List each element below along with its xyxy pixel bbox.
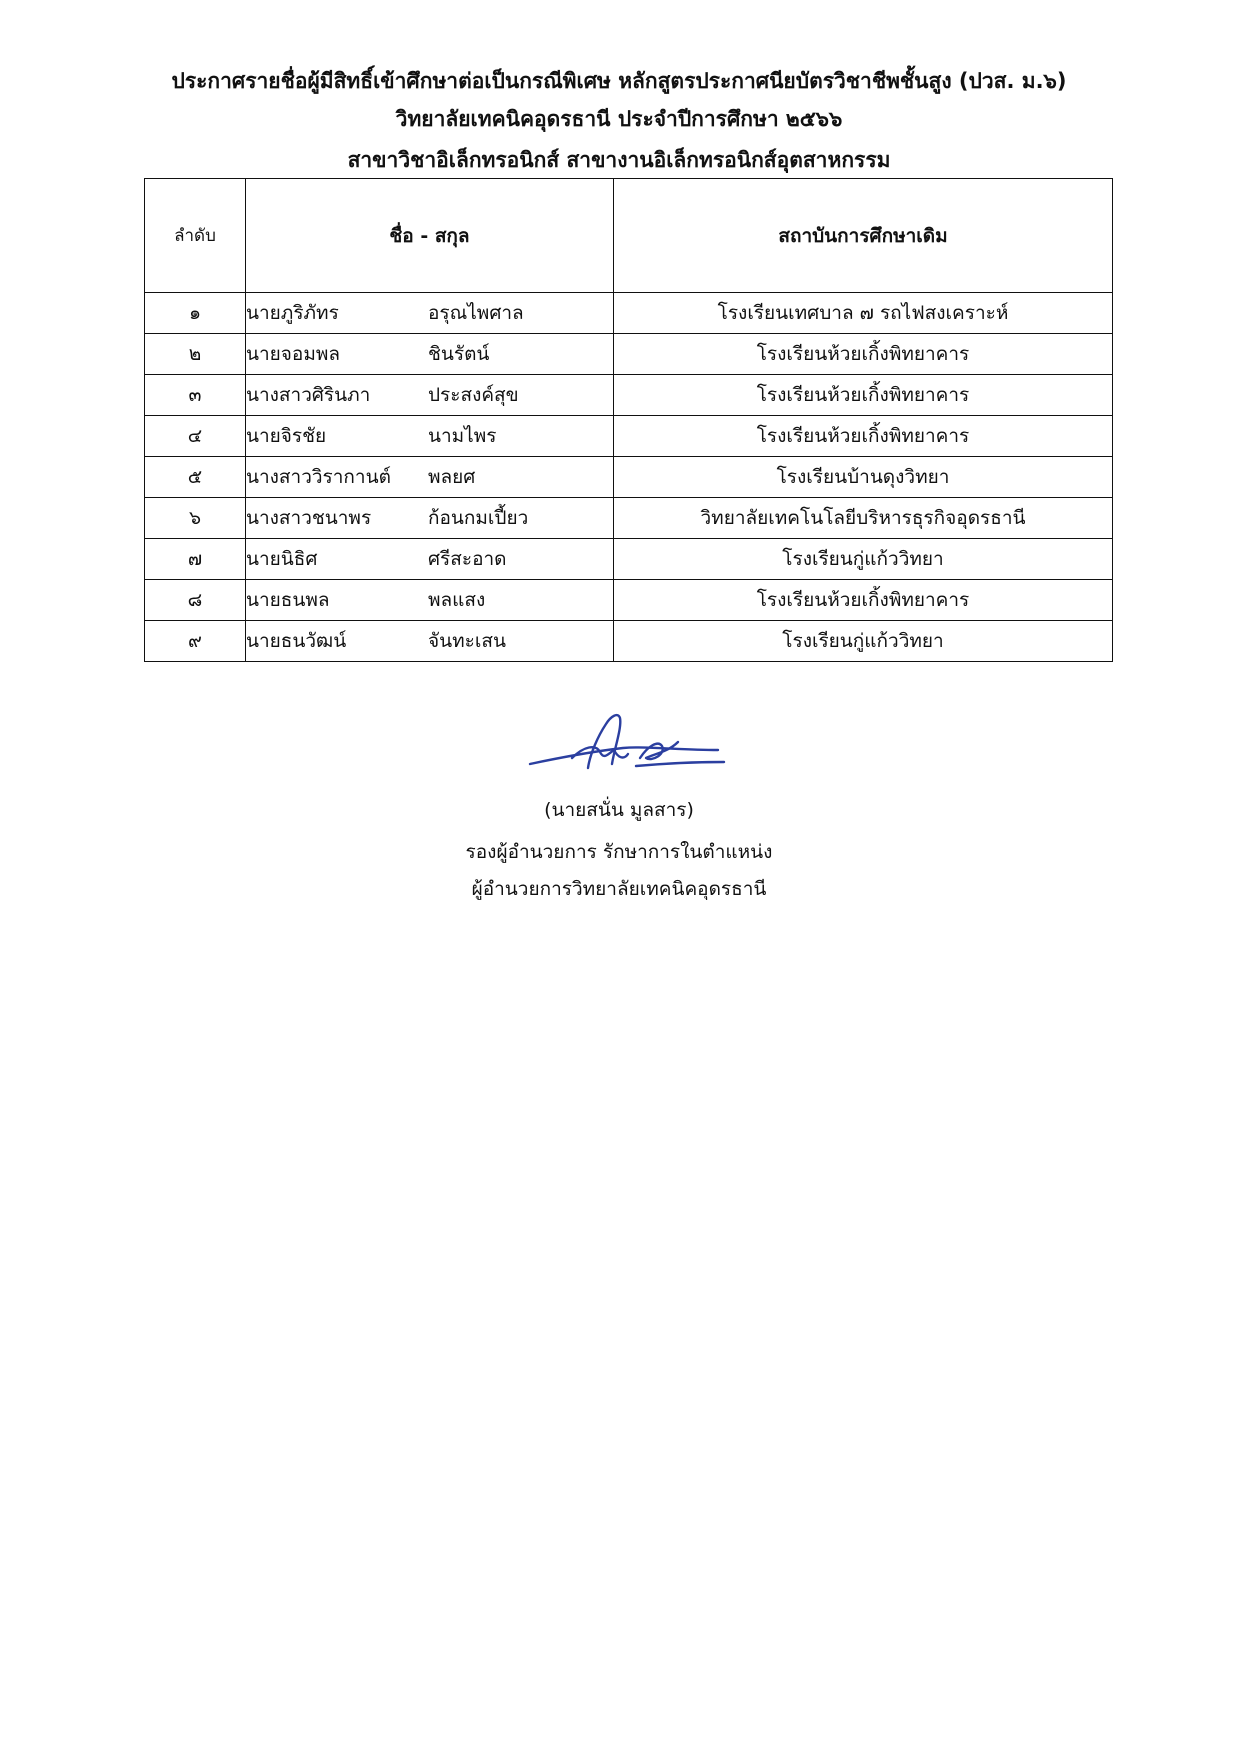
student-last-name: นามไพร (428, 425, 497, 447)
signatory-position-2: ผู้อำนวยการวิทยาลัยเทคนิคอุดรธานี (471, 878, 767, 900)
student-first-name: นายภูริภัทร (246, 302, 339, 324)
college-and-year: วิทยาลัยเทคนิคอุดรธานี ประจำปีการศึกษา ๒๕๖๖ (395, 107, 843, 131)
table-row (145, 334, 1113, 375)
student-name-cell (246, 375, 614, 416)
student-name-cell (246, 621, 614, 662)
row-number: ๘ (145, 580, 246, 621)
student-last-name: ชินรัตน์ (428, 343, 490, 365)
student-last-name: พลยศ (428, 466, 476, 488)
previous-school: วิทยาลัยเทคโนโลยีบริหารธุรกิจอุดรธานี (614, 498, 1113, 539)
previous-school: โรงเรียนห้วยเกิ้งพิทยาคาร (614, 580, 1113, 621)
student-name-cell (246, 416, 614, 457)
department-line: สาขาวิชาอิเล็กทรอนิกส์ สาขางานอิเล็กทรอนิกส์อุตสาหกรรม (347, 148, 891, 172)
table-row (145, 498, 1113, 539)
student-first-name: นายจอมพล (246, 343, 341, 365)
announcement-title: ประกาศรายชื่อผู้มีสิทธิ์เข้าศึกษาต่อเป็นกรณีพิเศษ หลักสูตรประกาศนียบัตรวิชาชีพชั้นสูง (ปวส. ม.๖) (171, 69, 1067, 93)
student-last-name: จันทะเสน (428, 630, 506, 652)
table-row (145, 457, 1113, 498)
column-header-no: ลำดับ (145, 179, 246, 293)
table-row (145, 580, 1113, 621)
student-last-name: ประสงค์สุข (428, 384, 519, 406)
student-list-table (144, 178, 1113, 662)
student-first-name: นางสาววิรากานต์ (246, 466, 391, 488)
previous-school: โรงเรียนห้วยเกิ้งพิทยาคาร (614, 375, 1113, 416)
student-name-cell (246, 580, 614, 621)
row-number: ๖ (145, 498, 246, 539)
table-header-row (145, 179, 1113, 293)
previous-school: โรงเรียนกู่แก้ววิทยา (614, 621, 1113, 662)
student-first-name: นายธนพล (246, 589, 330, 611)
student-name-cell (246, 457, 614, 498)
student-last-name: พลแสง (428, 589, 486, 611)
student-first-name: นายนิธิศ (246, 548, 318, 570)
row-number: ๕ (145, 457, 246, 498)
table-row (145, 621, 1113, 662)
previous-school: โรงเรียนบ้านดุงวิทยา (614, 457, 1113, 498)
student-last-name: ก้อนกมเปี้ยว (428, 507, 529, 529)
student-name-cell (246, 498, 614, 539)
table-row (145, 293, 1113, 334)
student-first-name: นายจิรชัย (246, 425, 327, 447)
student-first-name: นางสาวศิรินภา (246, 384, 371, 406)
column-header-name: ชื่อ - สกุล (246, 179, 614, 293)
column-header-school: สถาบันการศึกษาเดิม (614, 179, 1113, 293)
student-name-cell (246, 293, 614, 334)
row-number: ๙ (145, 621, 246, 662)
table-row (145, 416, 1113, 457)
row-number: ๒ (145, 334, 246, 375)
row-number: ๓ (145, 375, 246, 416)
student-last-name: อรุณไพศาล (428, 302, 524, 324)
student-name-cell (246, 334, 614, 375)
signature-icon (528, 706, 728, 776)
previous-school: โรงเรียนกู่แก้ววิทยา (614, 539, 1113, 580)
student-name-cell (246, 539, 614, 580)
signatory-name: (นายสนั่น มูลสาร) (544, 799, 694, 821)
student-last-name: ศรีสะอาด (428, 548, 507, 570)
previous-school: โรงเรียนเทศบาล ๗ รถไฟสงเคราะห์ (614, 293, 1113, 334)
table-row (145, 539, 1113, 580)
student-first-name: นางสาวชนาพร (246, 507, 372, 529)
row-number: ๗ (145, 539, 246, 580)
table-row (145, 375, 1113, 416)
student-first-name: นายธนวัฒน์ (246, 630, 347, 652)
row-number: ๑ (145, 293, 246, 334)
signatory-position: รองผู้อำนวยการ รักษาการในตำแหน่ง (465, 841, 773, 863)
previous-school: โรงเรียนห้วยเกิ้งพิทยาคาร (614, 334, 1113, 375)
previous-school: โรงเรียนห้วยเกิ้งพิทยาคาร (614, 416, 1113, 457)
row-number: ๔ (145, 416, 246, 457)
